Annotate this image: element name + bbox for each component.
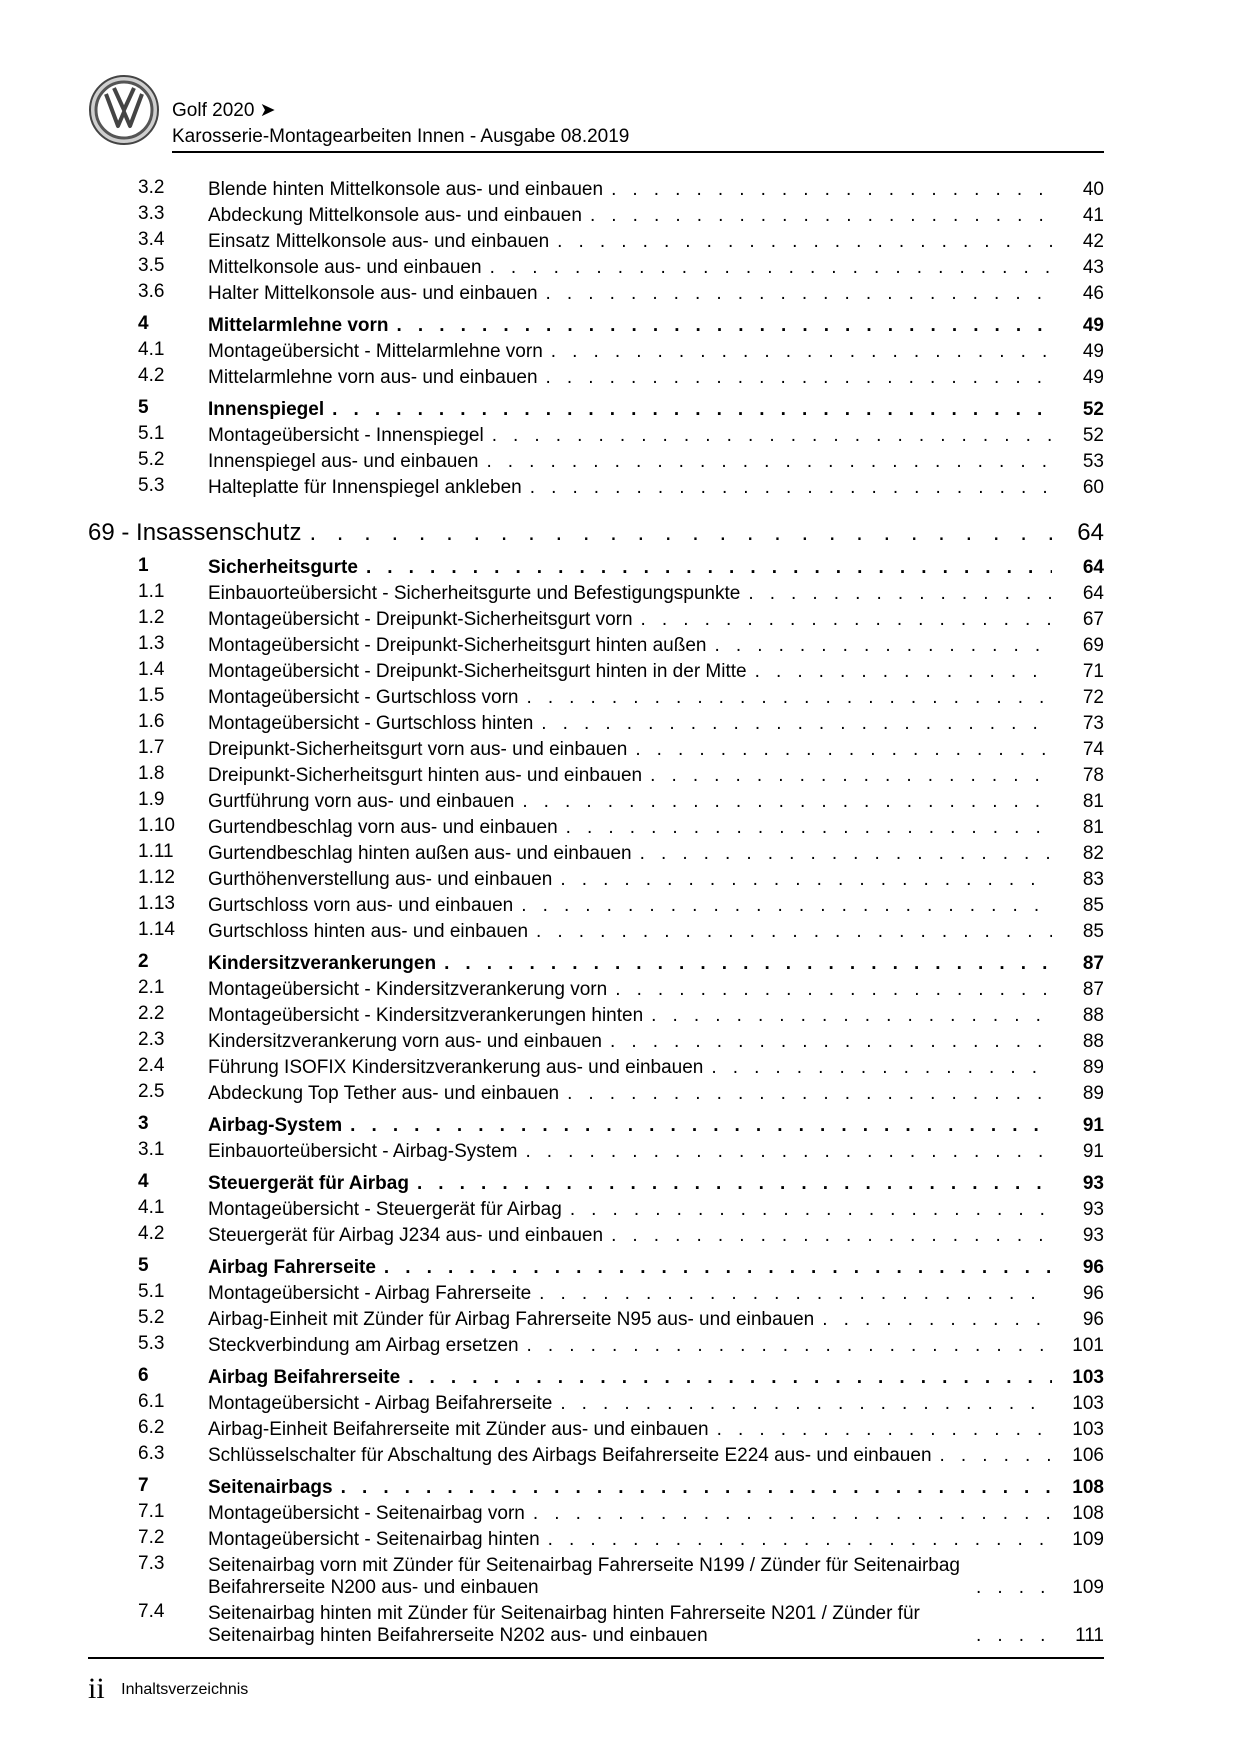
entry-number: 4.2 (138, 365, 165, 386)
entry-number: 6.1 (138, 1391, 165, 1412)
toc-entry[interactable] (88, 1027, 1104, 1053)
entry-title: Montageübersicht - Gurtschloss hinten (208, 713, 534, 734)
leader-dots (518, 687, 1052, 709)
leader-dots (514, 791, 1052, 813)
leader-dots (968, 1625, 1052, 1647)
toc-entry[interactable] (88, 1137, 1104, 1163)
document-title: Golf 2020 ➤ (172, 100, 276, 121)
entry-page: 85 (1082, 895, 1104, 916)
chapter-page: 64 (1077, 519, 1104, 546)
entry-number: 2.5 (138, 1081, 165, 1102)
entry-page: 40 (1082, 179, 1104, 200)
leader-dots (301, 519, 1052, 547)
entry-title: Airbag-System (208, 1115, 343, 1136)
entry-page: 72 (1082, 687, 1104, 708)
entry-title: Gurtschloss vorn aus- und einbauen (208, 895, 514, 916)
entry-number: 7.1 (138, 1501, 165, 1522)
entry-page: 96 (1082, 1257, 1104, 1278)
entry-number: 5.3 (138, 1333, 165, 1354)
entry-title: Dreipunkt-Sicherheitsgurt hinten aus- und einbauen (208, 765, 643, 786)
leader-dots (522, 477, 1052, 499)
footer-page-number: ii (88, 1672, 105, 1705)
entry-title: Gurtendbeschlag hinten außen aus- und einbauen (208, 843, 632, 864)
entry-title: Gurthöhenverstellung aus- und einbauen (208, 869, 553, 890)
entry-page: 53 (1082, 451, 1104, 472)
entry-page: 93 (1082, 1199, 1104, 1220)
entry-number: 5.1 (138, 1281, 165, 1302)
entry-page: 91 (1082, 1115, 1104, 1136)
entry-number: 6.2 (138, 1417, 165, 1438)
leader-dots (376, 1257, 1052, 1279)
entry-title: Steckverbindung am Airbag ersetzen (208, 1335, 519, 1356)
leader-dots (968, 1577, 1052, 1599)
entry-title: Montageübersicht - Airbag Beifahrerseite (208, 1393, 553, 1414)
entry-number: 3.2 (138, 177, 165, 198)
entry-number: 2 (138, 951, 149, 972)
entry-page: 74 (1082, 739, 1104, 760)
entry-number: 4.2 (138, 1223, 165, 1244)
entry-title: Einbauorteübersicht - Sicherheitsgurte und Befestigungspunkte (208, 583, 741, 604)
entry-number: 4.1 (138, 339, 165, 360)
toc-entry[interactable] (88, 1441, 1104, 1467)
leader-dots (517, 1141, 1052, 1163)
leader-dots (627, 739, 1052, 761)
entry-title: Abdeckung Top Tether aus- und einbauen (208, 1083, 560, 1104)
entry-title: Gurtführung vorn aus- und einbauen (208, 791, 515, 812)
entry-title: Airbag Fahrerseite (208, 1257, 376, 1278)
entry-page: 89 (1082, 1083, 1104, 1104)
entry-number: 1.11 (138, 841, 174, 862)
entry-page: 64 (1082, 583, 1104, 604)
leader-dots (633, 609, 1052, 631)
leader-dots (538, 367, 1052, 389)
entry-title: Dreipunkt-Sicherheitsgurt vorn aus- und einbauen (208, 739, 628, 760)
toc-entry[interactable] (88, 421, 1104, 447)
toc-entry[interactable] (88, 709, 1104, 735)
page-footer (88, 1672, 248, 1706)
entry-page: 41 (1082, 205, 1104, 226)
leader-dots (632, 843, 1052, 865)
toc-entry[interactable] (88, 473, 1104, 499)
entry-title: Steuergerät für Airbag (208, 1173, 409, 1194)
entry-title: Montageübersicht - Steuergerät für Airbag (208, 1199, 562, 1220)
leader-dots (342, 1115, 1052, 1137)
entry-title: Montageübersicht - Dreipunkt-Sicherheitsgurt hinten außen (208, 635, 707, 656)
toc-entry[interactable] (88, 1551, 1104, 1599)
header-rule (172, 151, 1104, 153)
leader-dots (400, 1367, 1052, 1389)
leader-dots (324, 399, 1052, 421)
entry-title: Kindersitzverankerungen (208, 953, 437, 974)
entry-page: 78 (1082, 765, 1104, 786)
entry-title: Seitenairbags (208, 1477, 333, 1498)
toc-entry[interactable] (88, 1221, 1104, 1247)
entry-title: Montageübersicht - Airbag Fahrerseite (208, 1283, 532, 1304)
entry-page: 106 (1072, 1445, 1104, 1466)
entry-title: Montageübersicht - Seitenairbag vorn (208, 1503, 525, 1524)
toc-entry[interactable] (88, 787, 1104, 813)
leader-dots (709, 1419, 1052, 1441)
leader-dots (478, 451, 1052, 473)
toc-entry[interactable] (88, 1499, 1104, 1525)
entry-title: Montageübersicht - Kindersitzverankerung vorn (208, 979, 608, 1000)
entry-number: 5.1 (138, 423, 165, 444)
entry-title: Montageübersicht - Dreipunkt-Sicherheitsgurt vorn (208, 609, 633, 630)
entry-number: 7 (138, 1475, 149, 1496)
toc-entry[interactable] (88, 761, 1104, 787)
toc-entry[interactable] (88, 363, 1104, 389)
toc-section[interactable] (88, 1473, 1104, 1499)
entry-page: 85 (1082, 921, 1104, 942)
entry-number: 5 (138, 397, 149, 418)
entry-page: 109 (1072, 1529, 1104, 1550)
entry-page: 52 (1082, 399, 1104, 420)
entry-title: Montageübersicht - Kindersitzverankerungen hinten (208, 1005, 644, 1026)
entry-number: 6.3 (138, 1443, 165, 1464)
brand-logo-icon (88, 74, 160, 146)
entry-page: 49 (1082, 367, 1104, 388)
entry-page: 81 (1082, 817, 1104, 838)
toc-section[interactable] (88, 311, 1104, 337)
entry-title: Montageübersicht - Innenspiegel (208, 425, 484, 446)
leader-dots (525, 1503, 1052, 1525)
toc-entry[interactable] (88, 975, 1104, 1001)
entry-title: Airbag-Einheit mit Zünder für Airbag Fahrerseite N95 aus- und einbauen (208, 1309, 815, 1330)
entry-number: 1.14 (138, 919, 175, 940)
entry-number: 3.6 (138, 281, 165, 302)
entry-page: 46 (1082, 283, 1104, 304)
entry-title: Mittelkonsole aus- und einbauen (208, 257, 482, 278)
entry-number: 6 (138, 1365, 149, 1386)
entry-title: Montageübersicht - Gurtschloss vorn (208, 687, 519, 708)
leader-dots (552, 869, 1052, 891)
entry-page: 60 (1082, 477, 1104, 498)
entry-page: 83 (1082, 869, 1104, 890)
toc-entry[interactable] (88, 227, 1104, 253)
toc-entry[interactable] (88, 1525, 1104, 1551)
entry-page: 101 (1072, 1335, 1104, 1356)
footer-rule (88, 1657, 1104, 1659)
leader-dots (513, 895, 1052, 917)
entry-page: 49 (1082, 341, 1104, 362)
entry-number: 5.2 (138, 449, 165, 470)
entry-number: 2.3 (138, 1029, 165, 1050)
toc-entry[interactable] (88, 201, 1104, 227)
leader-dots (333, 1477, 1052, 1499)
toc-entry[interactable] (88, 279, 1104, 305)
leader-dots (533, 713, 1052, 735)
entry-number: 4 (138, 313, 149, 334)
entry-number: 1.8 (138, 763, 165, 784)
entry-title: Schlüsselschalter für Abschaltung des Airbags Beifahrerseite E224 aus- und einbauen (208, 1445, 932, 1466)
entry-page: 108 (1072, 1503, 1104, 1524)
entry-number: 3.4 (138, 229, 165, 250)
entry-title: Seitenairbag vorn mit Zünder für Seitenairbag Fahrerseite N199 / Zünder für Seitenairbag Beifahrerseite N200 aus- und einbauen (208, 1555, 960, 1598)
entry-page: 52 (1082, 425, 1104, 446)
leader-dots (409, 1173, 1052, 1195)
leader-dots (740, 583, 1052, 605)
toc-entry[interactable] (88, 865, 1104, 891)
leader-dots (747, 661, 1052, 683)
entry-number: 7.2 (138, 1527, 165, 1548)
leader-dots (562, 1199, 1052, 1221)
entry-page: 108 (1072, 1477, 1104, 1498)
leader-dots (602, 1031, 1052, 1053)
entry-page: 111 (1075, 1625, 1104, 1646)
entry-page: 103 (1072, 1393, 1104, 1414)
chapter-title: 69 - Insassenschutz (88, 519, 302, 546)
entry-page: 87 (1082, 979, 1104, 1000)
toc-section[interactable] (88, 1169, 1104, 1195)
entry-number: 1.5 (138, 685, 165, 706)
entry-number: 1.2 (138, 607, 165, 628)
toc-entry[interactable] (88, 1389, 1104, 1415)
entry-number: 1.4 (138, 659, 165, 680)
entry-number: 1.10 (138, 815, 175, 836)
entry-title: Halter Mittelkonsole aus- und einbauen (208, 283, 538, 304)
table-of-contents (88, 175, 1104, 1647)
leader-dots (484, 425, 1052, 447)
toc-entry[interactable] (88, 813, 1104, 839)
entry-page: 91 (1082, 1141, 1104, 1162)
toc-entry[interactable] (88, 1415, 1104, 1441)
toc-entry[interactable] (88, 605, 1104, 631)
leader-dots (358, 557, 1052, 579)
leader-dots (558, 817, 1052, 839)
entry-page: 88 (1082, 1005, 1104, 1026)
entry-page: 103 (1072, 1419, 1104, 1440)
entry-number: 2.1 (138, 977, 165, 998)
entry-number: 1.12 (138, 867, 175, 888)
page-header (88, 70, 1104, 152)
document-subtitle: Karosserie-Montagearbeiten Innen - Ausgabe 08.2019 (172, 126, 630, 147)
entry-page: 69 (1082, 635, 1104, 656)
entry-page: 49 (1082, 315, 1104, 336)
entry-title: Gurtschloss hinten aus- und einbauen (208, 921, 529, 942)
leader-dots (932, 1445, 1052, 1467)
leader-dots (552, 1393, 1052, 1415)
entry-title: Mittelarmlehne vorn (208, 315, 389, 336)
leader-dots (538, 283, 1052, 305)
entry-page: 109 (1072, 1577, 1104, 1598)
entry-page: 93 (1082, 1173, 1104, 1194)
toc-entry[interactable] (88, 683, 1104, 709)
entry-title: Montageübersicht - Dreipunkt-Sicherheitsgurt hinten in der Mitte (208, 661, 747, 682)
toc-section[interactable] (88, 395, 1104, 421)
toc-entry[interactable] (88, 1599, 1104, 1647)
entry-number: 1.6 (138, 711, 165, 732)
entry-title: Montageübersicht - Mittelarmlehne vorn (208, 341, 543, 362)
leader-dots (607, 979, 1052, 1001)
leader-dots (643, 1005, 1052, 1027)
toc-entry[interactable] (88, 1305, 1104, 1331)
entry-title: Halteplatte für Innenspiegel ankleben (208, 477, 522, 498)
entry-page: 96 (1082, 1309, 1104, 1330)
entry-page: 87 (1082, 953, 1104, 974)
entry-page: 42 (1082, 231, 1104, 252)
entry-title: Führung ISOFIX Kindersitzverankerung aus- und einbauen (208, 1057, 704, 1078)
entry-page: 64 (1082, 557, 1104, 578)
entry-title: Airbag Beifahrerseite (208, 1367, 401, 1388)
toc-entry[interactable] (88, 253, 1104, 279)
toc-section[interactable] (88, 1363, 1104, 1389)
leader-dots (559, 1083, 1052, 1105)
entry-page: 71 (1082, 661, 1104, 682)
entry-page: 43 (1082, 257, 1104, 278)
entry-title: Seitenairbag hinten mit Zünder für Seitenairbag hinten Fahrerseite N201 / Zünder für Seitenairbag hinten Beifahrerseite N202 aus- und einbauen (208, 1603, 920, 1646)
toc-entry[interactable] (88, 447, 1104, 473)
toc-section[interactable] (88, 1253, 1104, 1279)
entry-title: Montageübersicht - Seitenairbag hinten (208, 1529, 540, 1550)
entry-page: 88 (1082, 1031, 1104, 1052)
toc-entry[interactable] (88, 631, 1104, 657)
entry-title: Innenspiegel (208, 399, 325, 420)
leader-dots (436, 953, 1052, 975)
entry-title: Mittelarmlehne vorn aus- und einbauen (208, 367, 538, 388)
leader-dots (528, 921, 1052, 943)
entry-page: 81 (1082, 791, 1104, 812)
entry-number: 1.3 (138, 633, 165, 654)
toc-entry[interactable] (88, 1079, 1104, 1105)
leader-dots (703, 1057, 1052, 1079)
entry-title: Steuergerät für Airbag J234 aus- und einbauen (208, 1225, 604, 1246)
toc-entry[interactable] (88, 1331, 1104, 1357)
leader-dots (543, 341, 1052, 363)
entry-number: 3.1 (138, 1139, 165, 1160)
entry-number: 1 (138, 555, 149, 576)
entry-number: 5 (138, 1255, 149, 1276)
entry-number: 3.5 (138, 255, 165, 276)
entry-page: 73 (1082, 713, 1104, 734)
entry-title: Sicherheitsgurte (208, 557, 358, 578)
entry-number: 1.7 (138, 737, 165, 758)
leader-dots (519, 1335, 1052, 1357)
entry-page: 89 (1082, 1057, 1104, 1078)
toc-chapter[interactable] (88, 511, 1104, 547)
leader-dots (549, 231, 1052, 253)
entry-number: 2.4 (138, 1055, 165, 1076)
leader-dots (707, 635, 1053, 657)
entry-number: 1.13 (138, 893, 175, 914)
entry-title: Einbauorteübersicht - Airbag-System (208, 1141, 518, 1162)
entry-number: 4.1 (138, 1197, 165, 1218)
toc-entry[interactable] (88, 657, 1104, 683)
leader-dots (814, 1309, 1052, 1331)
entry-title: Einsatz Mittelkonsole aus- und einbauen (208, 231, 550, 252)
toc-entry[interactable] (88, 1053, 1104, 1079)
toc-entry[interactable] (88, 891, 1104, 917)
entry-number: 2.2 (138, 1003, 165, 1024)
toc-entry[interactable] (88, 1279, 1104, 1305)
leader-dots (582, 205, 1052, 227)
entry-page: 93 (1082, 1225, 1104, 1246)
entry-number: 3.3 (138, 203, 165, 224)
leader-dots (482, 257, 1052, 279)
entry-title: Gurtendbeschlag vorn aus- und einbauen (208, 817, 558, 838)
toc-entry[interactable] (88, 175, 1104, 201)
leader-dots (603, 1225, 1052, 1247)
toc-entry[interactable] (88, 1001, 1104, 1027)
entry-number: 5.3 (138, 475, 165, 496)
entry-number: 1.9 (138, 789, 165, 810)
toc-section[interactable] (88, 949, 1104, 975)
entry-page: 103 (1072, 1367, 1104, 1388)
entry-number: 5.2 (138, 1307, 165, 1328)
toc-entry[interactable] (88, 579, 1104, 605)
entry-title: Airbag-Einheit Beifahrerseite mit Zünder aus- und einbauen (208, 1419, 709, 1440)
footer-label: Inhaltsverzeichnis (121, 1681, 249, 1698)
toc-entry[interactable] (88, 735, 1104, 761)
entry-title: Innenspiegel aus- und einbauen (208, 451, 479, 472)
leader-dots (531, 1283, 1052, 1305)
entry-number: 3 (138, 1113, 149, 1134)
toc-section[interactable] (88, 553, 1104, 579)
entry-page: 96 (1082, 1283, 1104, 1304)
leader-dots (540, 1529, 1052, 1551)
entry-title: Kindersitzverankerung vorn aus- und einbauen (208, 1031, 602, 1052)
toc-entry[interactable] (88, 917, 1104, 943)
entry-page: 67 (1082, 609, 1104, 630)
entry-number: 7.3 (138, 1553, 165, 1574)
toc-entry[interactable] (88, 839, 1104, 865)
toc-section[interactable] (88, 1111, 1104, 1137)
entry-page: 82 (1082, 843, 1104, 864)
leader-dots (642, 765, 1052, 787)
entry-title: Abdeckung Mittelkonsole aus- und einbauen (208, 205, 582, 226)
toc-entry[interactable] (88, 337, 1104, 363)
entry-number: 7.4 (138, 1601, 165, 1622)
toc-entry[interactable] (88, 1195, 1104, 1221)
entry-number: 1.1 (138, 581, 165, 602)
leader-dots (603, 179, 1052, 201)
entry-number: 4 (138, 1171, 149, 1192)
entry-title: Blende hinten Mittelkonsole aus- und einbauen (208, 179, 604, 200)
leader-dots (389, 315, 1052, 337)
